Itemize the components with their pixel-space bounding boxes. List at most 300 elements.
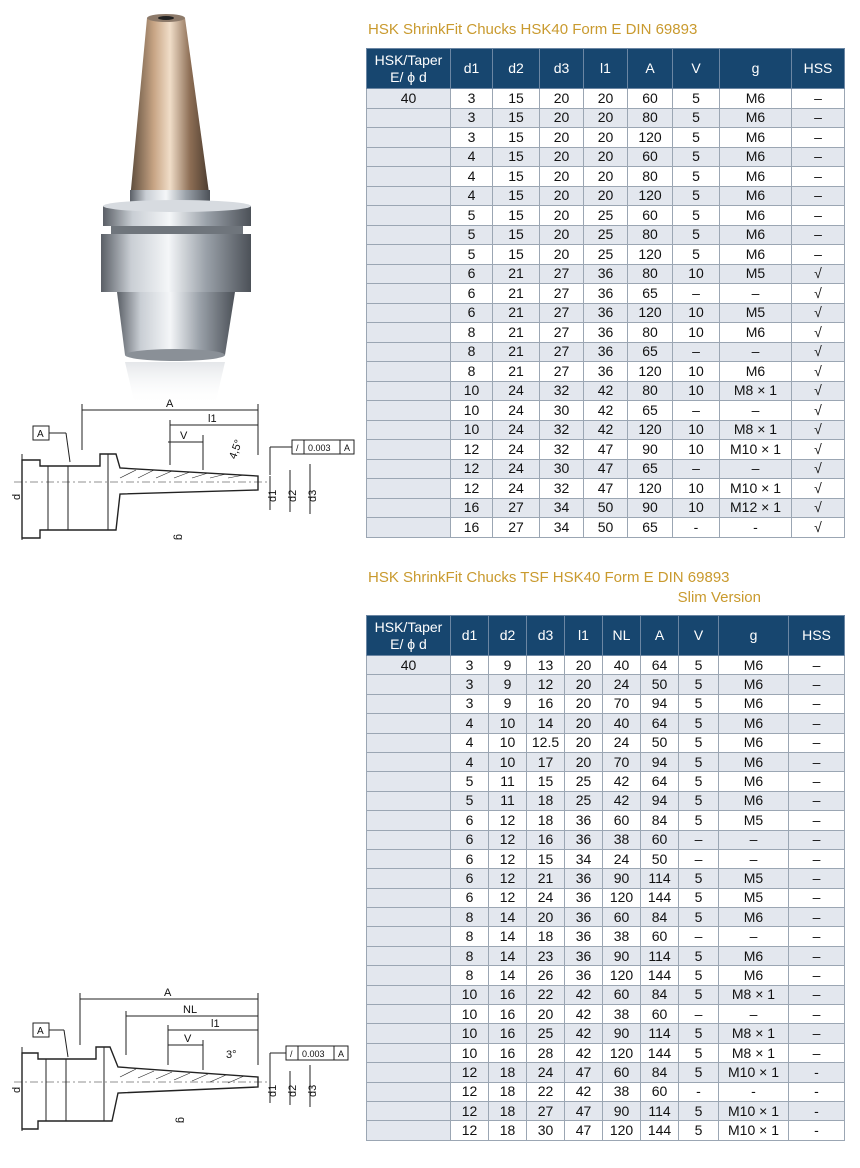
table-row [367,966,845,985]
cell-hsk-taper [367,908,451,927]
table-cell: 5 [679,733,719,752]
table-row [367,1005,845,1024]
col-header-d3: d3 [540,49,584,89]
col-header-V: V [679,616,719,656]
table-cell: 6 [451,811,489,830]
cell-hsk-taper [367,459,451,479]
table-cell: M6 [719,791,789,810]
table-cell: 20 [565,752,603,771]
col-header-hss: HSS [792,49,845,89]
table-cell: – [789,694,845,713]
cell-hsk-taper [367,675,451,694]
table-cell: 90 [603,1024,641,1043]
table-cell: 32 [540,440,584,460]
table-cell: 8 [451,966,489,985]
table-row [367,479,845,499]
table-cell: 17 [527,752,565,771]
table-cell: 15 [493,186,540,206]
table-cell: 15 [493,89,540,109]
table-cell: 6 [451,264,493,284]
table-cell: 8 [451,342,493,362]
cell-hsk-taper [367,811,451,830]
table-cell: 30 [527,1121,565,1140]
table-cell: 38 [603,927,641,946]
product-photo [95,10,265,405]
table-cell: 15 [493,225,540,245]
table-cell: M8 × 1 [719,1043,789,1062]
table-cell: 8 [451,908,489,927]
table-cell: 65 [628,459,673,479]
table-cell: 34 [540,518,584,538]
tolerance-value-2: 0.003 [302,1049,325,1059]
table-cell: 12 [451,459,493,479]
table-row [367,675,845,694]
table-cell: M5 [719,869,789,888]
table-row [367,167,845,187]
col-header-hsk: HSK/Taper E/ ϕ d [367,616,451,656]
table-row [367,128,845,148]
table-cell: – [792,186,845,206]
section2-title: HSK ShrinkFit Chucks TSF HSK40 Form E DIN 69893 [368,569,730,586]
table-cell: 21 [527,869,565,888]
dim-V-label: V [180,430,188,442]
table-cell: 22 [527,985,565,1004]
col-header-A: A [628,49,673,89]
table-cell: 8 [451,927,489,946]
table-cell: 40 [603,714,641,733]
table-cell: – [673,342,720,362]
table-cell: 6 [451,284,493,304]
table-cell: 5 [679,772,719,791]
table-cell: 18 [489,1121,527,1140]
dim-NL-label: NL [183,1004,198,1016]
table-cell: 90 [603,946,641,965]
table-cell: 94 [641,752,679,771]
cell-hsk-taper [367,420,451,440]
table-cell: 90 [603,869,641,888]
table-cell: 30 [540,459,584,479]
table-cell: M8 × 1 [720,420,792,440]
table-cell: 16 [527,830,565,849]
table-row [367,362,845,382]
table-cell: 3 [451,656,489,675]
table-cell: 120 [628,420,673,440]
table-cell: 4 [451,714,489,733]
table-cell: M6 [719,656,789,675]
table-cell: 5 [679,1101,719,1120]
cell-hsk-taper [367,694,451,713]
table-cell: M8 × 1 [719,985,789,1004]
table-row [367,927,845,946]
table-cell: 32 [540,381,584,401]
table-cell: M10 × 1 [720,440,792,460]
cell-hsk-taper [367,362,451,382]
table-cell: 3 [451,675,489,694]
table-cell: 20 [565,694,603,713]
table-cell: 16 [451,498,493,518]
col-header-A: A [641,616,679,656]
table-cell: 50 [584,498,628,518]
table-cell: 18 [489,1101,527,1120]
table-cell: 24 [493,381,540,401]
table-cell: 120 [628,128,673,148]
table-cell: 64 [641,656,679,675]
table-cell: 10 [673,440,720,460]
table-cell: 10 [673,381,720,401]
table-cell: - [719,1082,789,1101]
table-row [367,1082,845,1101]
table-cell: 25 [527,1024,565,1043]
table-cell: 20 [540,167,584,187]
table-cell: 10 [451,401,493,421]
table-cell: 114 [641,1024,679,1043]
table-cell: 36 [584,323,628,343]
table-cell: 36 [565,830,603,849]
table-cell: 36 [584,303,628,323]
table-cell: 5 [673,225,720,245]
table-cell: 30 [540,401,584,421]
table-cell: 60 [603,985,641,1004]
table-cell: 12 [451,1101,489,1120]
table-row [367,1063,845,1082]
table-cell: – [720,459,792,479]
table-cell: 90 [628,440,673,460]
table-cell: 10 [489,714,527,733]
cell-hsk-taper [367,108,451,128]
cell-hsk-taper [367,985,451,1004]
col-header-d3: d3 [527,616,565,656]
cell-hsk-taper [367,869,451,888]
cell-hsk-taper [367,927,451,946]
table-cell: - [720,518,792,538]
table-cell: 47 [565,1101,603,1120]
table-cell: 120 [628,303,673,323]
cell-hsk-taper [367,1121,451,1140]
table-cell: – [789,869,845,888]
table-row [367,518,845,538]
table-row [367,888,845,907]
dim-V-label-2: V [184,1033,192,1045]
dim-d2-label: d2 [287,489,299,502]
table-cell: 20 [540,245,584,265]
table-cell: 10 [451,1043,489,1062]
table-cell: – [789,1005,845,1024]
table-row [367,245,845,265]
cell-hsk-taper: 40 [367,89,451,109]
table-cell: 4 [451,147,493,167]
table-row [367,1121,845,1140]
table-cell: 6 [451,303,493,323]
table-cell: 144 [641,888,679,907]
col-header-l1: l1 [565,616,603,656]
cell-hsk-taper [367,342,451,362]
table-cell: 20 [540,186,584,206]
table-cell: 64 [641,714,679,733]
table-cell: M6 [720,225,792,245]
dim-d1-label: d1 [267,489,279,502]
technical-drawing-1 [8,390,363,550]
table-cell: – [673,284,720,304]
table-cell: – [673,459,720,479]
table-cell: 34 [540,498,584,518]
table-cell: 24 [527,888,565,907]
table-cell: – [789,811,845,830]
table-cell: – [789,1024,845,1043]
table-cell: 11 [489,791,527,810]
dim-l1-label: l1 [208,413,217,425]
table-cell: 20 [527,908,565,927]
table-row [367,752,845,771]
table-cell: 23 [527,946,565,965]
table-cell: 16 [489,1043,527,1062]
table-cell: 20 [540,89,584,109]
dim-d1-label-2: d1 [267,1084,279,1097]
table-cell: 38 [603,830,641,849]
table-cell: 25 [584,206,628,226]
table-cell: 12.5 [527,733,565,752]
col-header-d2: d2 [489,616,527,656]
table-cell: 36 [565,908,603,927]
table-cell: 42 [565,985,603,1004]
table-cell: 9 [489,656,527,675]
table-cell: 60 [603,908,641,927]
col-header-d1: d1 [451,616,489,656]
table-cell: 80 [628,225,673,245]
table-cell: 10 [451,420,493,440]
table-cell: 5 [679,908,719,927]
table-cell: M10 × 1 [719,1101,789,1120]
table-cell: – [720,284,792,304]
table-cell: 15 [493,147,540,167]
table-cell: 42 [565,1005,603,1024]
cell-hsk-taper [367,946,451,965]
table-cell: M10 × 1 [719,1063,789,1082]
table-cell: 16 [489,985,527,1004]
cell-hsk-taper [367,401,451,421]
table-cell: M6 [719,733,789,752]
table-cell: 18 [527,811,565,830]
cell-hsk-taper [367,830,451,849]
col-header-g: g [719,616,789,656]
table-cell: √ [792,401,845,421]
table-row [367,849,845,868]
datum-box-label: A [37,429,44,440]
table-cell: – [789,849,845,868]
table-cell: – [789,927,845,946]
table-cell: 144 [641,1043,679,1062]
cell-hsk-taper [367,1005,451,1024]
table-cell: - [673,518,720,538]
table-cell: 114 [641,1101,679,1120]
table-cell: 21 [493,303,540,323]
table-cell: 12 [451,1082,489,1101]
table-cell: 12 [489,811,527,830]
table-cell: 4 [451,733,489,752]
table-cell: 38 [603,1005,641,1024]
table-cell: 5 [679,1043,719,1062]
table-cell: 47 [584,479,628,499]
table-cell: 14 [489,966,527,985]
table-cell: 28 [527,1043,565,1062]
table-cell: 20 [584,186,628,206]
table-row [367,656,845,675]
table-cell: 22 [527,1082,565,1101]
table-cell: 84 [641,908,679,927]
table-header-row [367,616,845,656]
table-cell: 25 [565,772,603,791]
table-cell: 18 [527,927,565,946]
table-cell: 24 [493,440,540,460]
cell-hsk-taper [367,323,451,343]
svg-text:/: / [290,1049,293,1059]
table-cell: 27 [540,303,584,323]
table-cell: 47 [565,1063,603,1082]
table-cell: 10 [451,1005,489,1024]
table-cell: 3 [451,694,489,713]
table-cell: 5 [679,1063,719,1082]
table-cell: 4 [451,167,493,187]
table-cell: – [789,1043,845,1062]
table-cell: – [792,128,845,148]
table-row [367,1024,845,1043]
table-cell: 8 [451,323,493,343]
table-row [367,1101,845,1120]
cell-hsk-taper [367,206,451,226]
table-cell: – [789,966,845,985]
table-row [367,908,845,927]
cell-hsk-taper [367,284,451,304]
table-cell: 120 [628,245,673,265]
table-cell: 120 [628,362,673,382]
table-cell: 42 [603,791,641,810]
table-cell: 27 [540,284,584,304]
cell-hsk-taper [367,264,451,284]
table-cell: 5 [451,772,489,791]
table-cell: 24 [493,479,540,499]
table-cell: 60 [628,206,673,226]
table-cell: - [789,1082,845,1101]
table-cell: – [679,849,719,868]
spec-table-tsf-hsk40 [366,615,845,1141]
table-cell: M6 [720,362,792,382]
table-cell: 36 [565,966,603,985]
table-cell: M6 [720,245,792,265]
table-cell: 20 [584,167,628,187]
datum-box-label-2: A [37,1026,44,1037]
table-cell: 20 [540,225,584,245]
table-cell: 21 [493,284,540,304]
table-cell: 12 [489,830,527,849]
table-cell: 94 [641,694,679,713]
table-row [367,225,845,245]
cell-hsk-taper [367,128,451,148]
table-cell: 27 [493,518,540,538]
table-cell: 144 [641,1121,679,1140]
table-cell: 10 [673,264,720,284]
table-cell: 42 [565,1024,603,1043]
table-row [367,714,845,733]
table-cell: – [792,245,845,265]
table-cell: – [720,401,792,421]
table-cell: 10 [673,420,720,440]
table-cell: 16 [527,694,565,713]
table-cell: 5 [673,167,720,187]
table-cell: 114 [641,946,679,965]
table-cell: 24 [603,675,641,694]
table-cell: 50 [641,675,679,694]
table-cell: 15 [493,128,540,148]
table-cell: 24 [603,733,641,752]
table-row [367,694,845,713]
table-cell: 27 [540,342,584,362]
table-cell: 20 [584,108,628,128]
table-cell: 14 [489,927,527,946]
cell-hsk-taper [367,225,451,245]
table-cell: 6 [451,849,489,868]
table-cell: 60 [628,147,673,167]
table-cell: M5 [720,264,792,284]
table-cell: - [789,1121,845,1140]
angle-label-2: 3° [226,1049,237,1061]
table-cell: 27 [493,498,540,518]
table-cell: M8 × 1 [720,381,792,401]
table-cell: 24 [493,459,540,479]
dim-g-label: g [173,534,185,541]
table-cell: 34 [565,849,603,868]
table-row [367,440,845,460]
table-cell: 84 [641,811,679,830]
table-cell: 60 [603,1063,641,1082]
cell-hsk-taper [367,1043,451,1062]
table-cell: 47 [565,1121,603,1140]
table-row [367,147,845,167]
table-cell: 24 [603,849,641,868]
table-cell: 5 [673,89,720,109]
table-cell: 70 [603,752,641,771]
table-row [367,1043,845,1062]
table-cell: M10 × 1 [719,1121,789,1140]
table-cell: 38 [603,1082,641,1101]
table-cell: M6 [719,772,789,791]
cell-hsk-taper [367,303,451,323]
table-cell: 10 [673,479,720,499]
table-cell: 3 [451,108,493,128]
table-cell: M8 × 1 [719,1024,789,1043]
table-cell: 11 [489,772,527,791]
table-cell: 80 [628,108,673,128]
table-cell: 36 [584,342,628,362]
technical-drawing-2 [8,985,363,1135]
tolerance-value: 0.003 [308,443,331,453]
table-cell: 4 [451,752,489,771]
table-cell: 36 [565,927,603,946]
table-cell: 42 [584,420,628,440]
table-cell: M6 [720,89,792,109]
table-cell: √ [792,303,845,323]
table-row [367,206,845,226]
table-cell: – [719,927,789,946]
table-cell: M6 [720,186,792,206]
table-cell: 120 [603,966,641,985]
table-cell: 36 [565,946,603,965]
cell-hsk-taper [367,498,451,518]
table-cell: M6 [719,966,789,985]
table-cell: 10 [451,1024,489,1043]
cell-hsk-taper [367,479,451,499]
table-cell: 47 [584,440,628,460]
table-cell: 94 [641,791,679,810]
table-cell: 25 [584,245,628,265]
